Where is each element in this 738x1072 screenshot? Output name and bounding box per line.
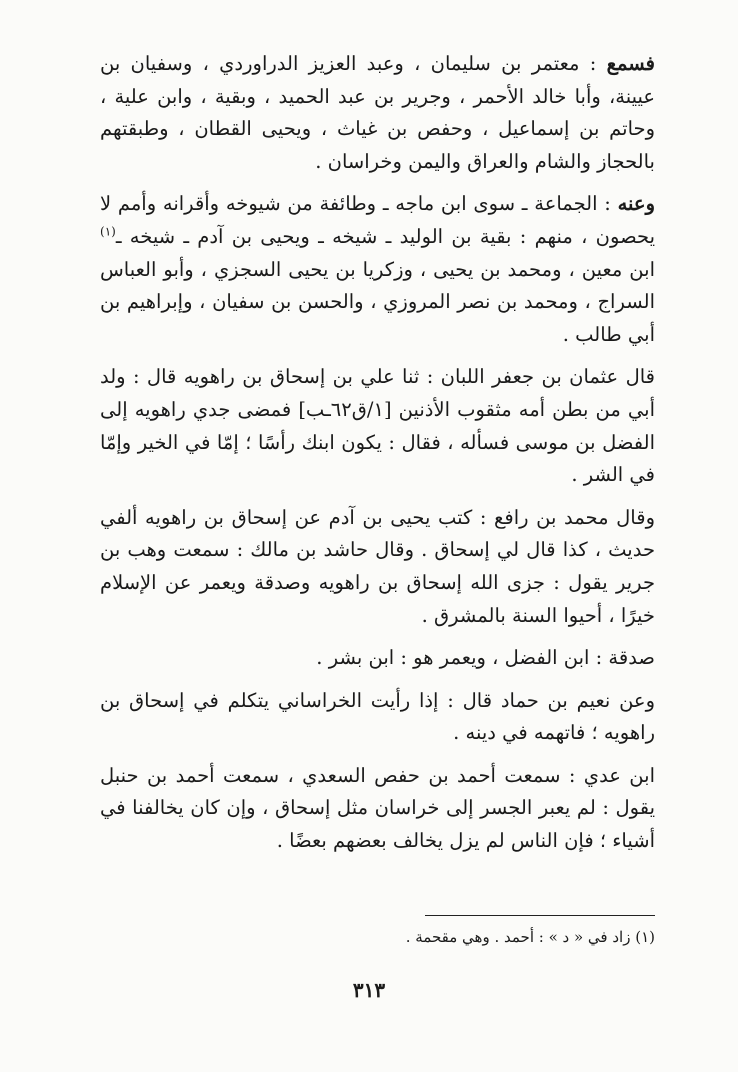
footnote-divider	[425, 915, 655, 916]
footnote: (١) زاد في « د » : أحمد . وهي مقحمة .	[405, 928, 655, 946]
paragraph-ibn-rafi: وقال محمد بن رافع : كتب يحيى بن آدم عن إسحاق بن راهويه ألفي حديث ، كذا قال لي إسحاق . وقال حاشد بن مالك : سمعت وهب بن جرير يقول : جزى الله إسحاق بن راهويه وصدقة ويعمر عن الإسلام خيرًا ، أحيوا السنة بالمشرق .	[100, 505, 655, 627]
paragraph-heard-from	[100, 48, 655, 178]
lead-word: فسمع	[606, 52, 655, 75]
paragraph-text: : الجماعة ـ سوى ابن ماجه ـ وطائفة من شيوخه وأقرانه وأمم لا يحصون ، منهم : بقية بن الوليد ـ شيخه ـ ويحيى بن آدم ـ شيخه ـ	[100, 192, 655, 248]
paragraph-ibn-adi: ابن عدي : سمعت أحمد بن حفص السعدي ، سمعت أحمد بن حنبل يقول : لم يعبر الجسر إلى خراسان مثل إسحاق ، وإن كان يخالفنا في أشياء ؛ فإن الناس لم يزل يخالف بعضهم بعضًا .	[100, 763, 655, 853]
paragraph-narrators	[100, 188, 655, 351]
lead-word: وعنه	[617, 192, 655, 216]
page-number: ٣١٣	[352, 978, 386, 1002]
paragraph-nuaym: وعن نعيم بن حماد قال : إذا رأيت الخراساني يتكلم في إسحاق بن راهويه ؛ فاتهمه في دينه .	[100, 688, 655, 745]
page-body	[100, 48, 655, 858]
footnote-marker[interactable]: (١)	[100, 224, 116, 239]
paragraph-birth-story: قال عثمان بن جعفر اللبان : ثنا علي بن إسحاق بن راهويه قال : ولد أبي من بطن أمه مثقوب الأذنين [١/ق٦٢ـب] فمضى جدي راهويه إلى الفضل بن موسى فسأله ، فقال : يكون ابنك رأسًا ؛ إمّا في الخير وإمّا في الشر .	[100, 365, 655, 487]
paragraph-sadaqa: صدقة : ابن الفضل ، ويعمر هو : ابن بشر .	[316, 646, 655, 670]
paragraph-text-continued: ابن معين ، ومحمد بن يحيى ، وزكريا بن يحيى السجزي ، وأبو العباس السراج ، ومحمد بن نصر المروزي ، والحسن بن سفيان ، وإبراهيم بن أبي طالب .	[100, 257, 655, 346]
paragraph-text: : معتمر بن سليمان ، وعبد العزيز الدراوردي ، وسفيان بن عيينة، وأبا خالد الأحمر ، وجرير بن عبد الحميد ، وبقية ، وابن علية ، وحاتم بن إسماعيل ، وحفص بن غياث ، ويحيى القطان ، وطبقتهم بالحجاز والشام والعراق واليمن وخراسان .	[100, 52, 655, 173]
